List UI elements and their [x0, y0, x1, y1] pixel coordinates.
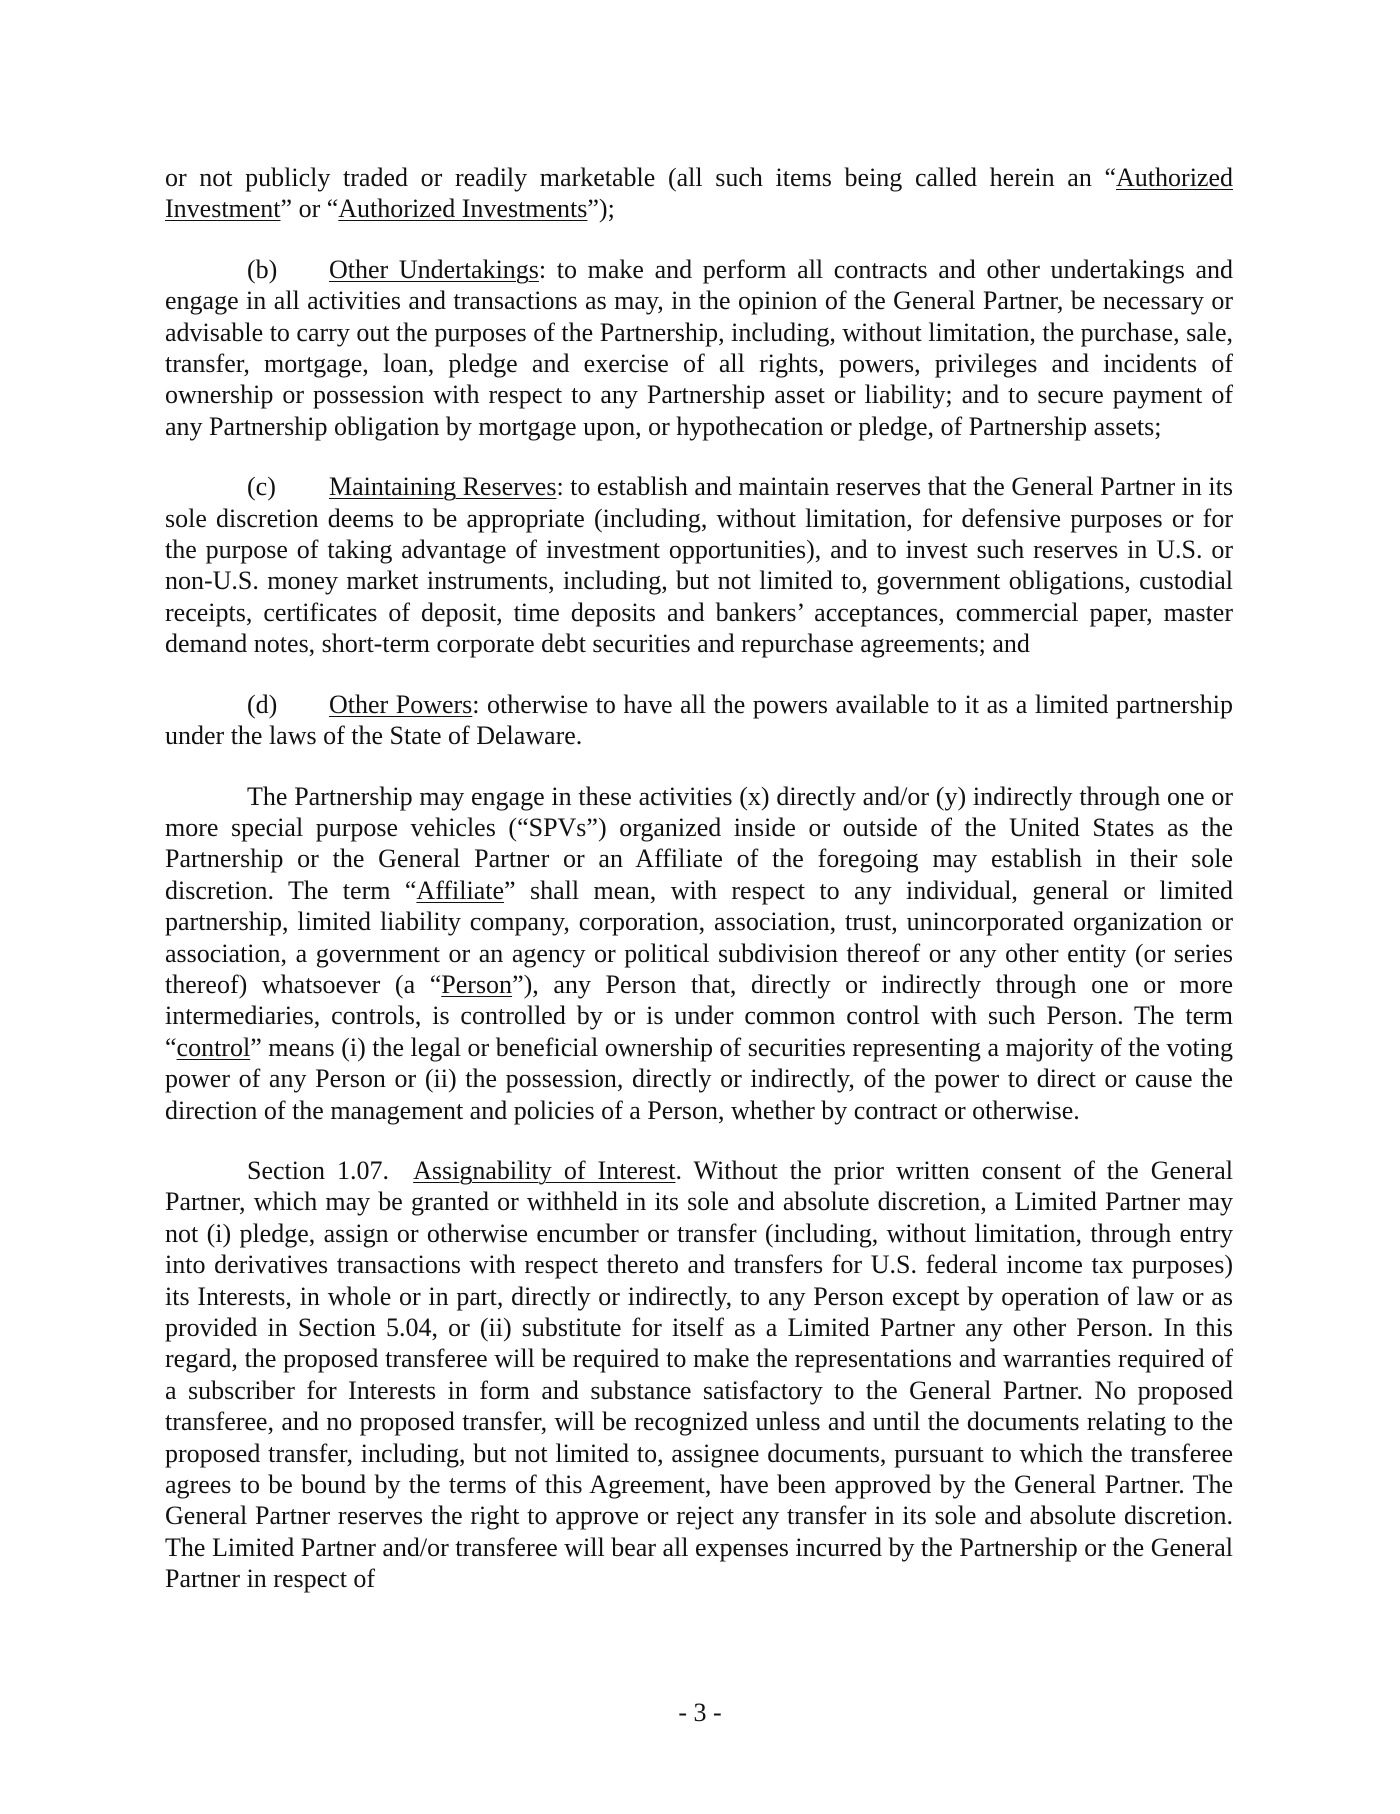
item-label-c: (c): [247, 472, 276, 502]
paragraph-section-1-07: Section 1.07. Assignability of Interest. Without the prior written consent of the General Partner, which may be granted or withheld in its sole and absolute discretion, a Limited Partner may not (i) pledge, assign or otherwise encumber or transfer (including, without limitation, through entry into derivatives transactions with respect thereto and transfers for U.S. federal income tax purposes) its Interests, in whole or in part, directly or indirectly, to any Person except by operation of law or as provided in Section 5.04, or (ii) substitute for itself as a Limited Partner any other Person. In this regard, the proposed transferee will be required to make the representations and warranties required of a subscriber for Interests in form and substance satisfactory to the General Partner. No proposed transferee, and no proposed transfer, will be recognized unless and until the documents relating to the proposed transfer, including, but not limited to, assignee documents, pursuant to which the transferee agrees to be bound by the terms of this Agreement, have been approved by the General Partner. The General Partner reserves the right to approve or reject any transfer in its sole and absolute discretion. The Limited Partner and/or transferee will bear all expenses incurred by the Partnership or the General Partner in respect of: [165, 1155, 1233, 1594]
defined-term-authorized-investment: Authorized Investment: [165, 163, 1233, 224]
page-number: - 3 -: [678, 1698, 722, 1727]
heading-other-powers: Other Powers: [329, 689, 473, 719]
defined-term-control: control: [176, 1032, 251, 1062]
paragraph-d-other-powers: (d) Other Powers: otherwise to have all the powers available to it as a limited partnership under the laws of the State of Delaware.: [165, 689, 1233, 751]
paragraph-authorized-investment: or not publicly traded or readily marketable (all such items being called herein an “Authorized Investment” or “Authorized Investments”);: [165, 163, 1233, 224]
paragraph-c-maintaining-reserves: (c) Maintaining Reserves: to establish and maintain reserves that the General Partner in its sole discretion deems to be appropriate (including, without limitation, for defensive purposes or for the purpose of taking advantage of investment opportunities), and to invest such reserves in U.S. or non-U.S. money market instruments, including, but not limited to, government obligations, custodial receipts, certificates of deposit, time deposits and bankers’ acceptances, commercial paper, master demand notes, short-term corporate debt securities and repurchase agreements; and: [165, 472, 1233, 659]
defined-term-affiliate: Affiliate: [416, 875, 505, 905]
heading-other-undertakings: Other Undertakings: [329, 254, 539, 284]
paragraph-b-other-undertakings: (b) Other Undertakings: to make and perform all contracts and other undertakings and engage in all activities and transactions as may, in the opinion of the General Partner, be necessary or advisable to carry out the purposes of the Partnership, including, without limitation, the purchase, sale, transfer, mortgage, loan, pledge and exercise of all rights, powers, privileges and incidents of ownership or possession with respect to any Partnership asset or liability; and to secure payment of any Partnership obligation by mortgage upon, or hypothecation or pledge, of Partnership assets;: [165, 254, 1233, 441]
document-page: [165, 162, 1233, 1624]
heading-maintaining-reserves: Maintaining Reserves: [329, 472, 557, 502]
item-label-d: (d): [247, 689, 278, 719]
defined-term-authorized-investments: Authorized Investments: [338, 194, 588, 224]
paragraph-spv-affiliate-definitions: The Partnership may engage in these activities (x) directly and/or (y) indirectly through one or more special purpose vehicles (“SPVs”) organized inside or outside of the United States as the Partnership or the General Partner or an Affiliate of the foregoing may establish in their sole discretion. The term “Affiliate” shall mean, with respect to any individual, general or limited partnership, limited liability company, corporation, association, trust, unincorporated organization or association, a government or an agency or political subdivision thereof or any other entity (or series thereof) whatsoever (a “Person”), any Person that, directly or indirectly through one or more intermediaries, controls, is controlled by or is under common control with such Person. The term “control” means (i) the legal or beneficial ownership of securities representing a majority of the voting power of any Person or (ii) the possession, directly or indirectly, of the power to direct or cause the direction of the management and policies of a Person, whether by contract or otherwise.: [165, 781, 1233, 1125]
item-label-b: (b): [247, 254, 278, 284]
section-number: Section 1.07.: [247, 1155, 390, 1185]
heading-assignability-of-interest: Assignability of Interest: [413, 1155, 676, 1185]
defined-term-person: Person: [441, 969, 513, 999]
